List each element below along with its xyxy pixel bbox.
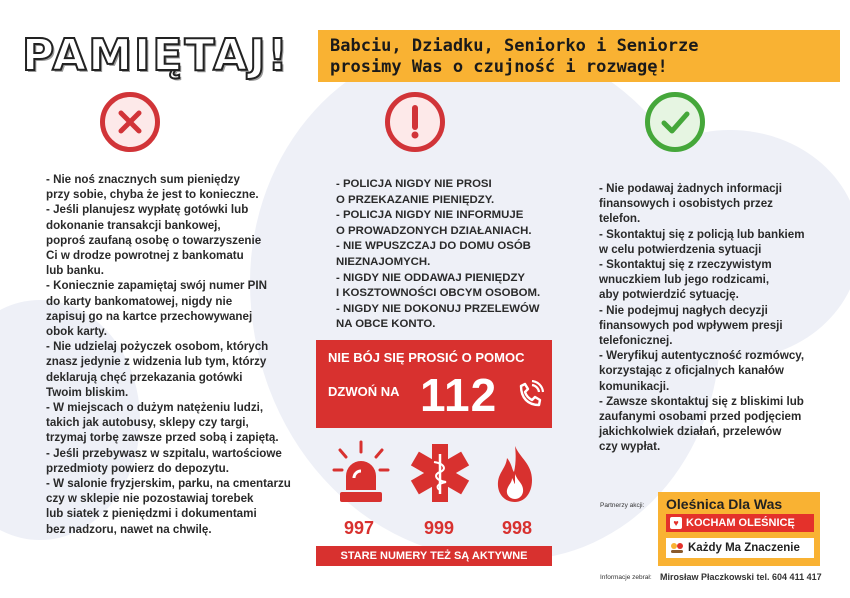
old-numbers-note: STARE NUMERY TEŻ SĄ AKTYWNE (316, 546, 552, 566)
emergency-number: 112 (420, 369, 498, 421)
list-item: - Jeśli planujesz wypłatę gotówki lub dokonanie transakcji bankowej, poproś zaufaną osobę o towarzyszenie Ci w drodze powrotnej z bankomatu lub banku. (46, 203, 262, 278)
callout-ask: NIE BÓJ SIĘ PROSIĆ O POMOC (328, 350, 525, 365)
list-item: - Nie podawaj żadnych informacji finansowych i osobistych przez telefon. (599, 182, 782, 226)
red-x-icon (100, 92, 160, 152)
police-siren-icon (332, 440, 390, 506)
banner-line-2: prosimy Was o czujność i rozwagę! (330, 57, 668, 77)
partner-kazdy-ma-znaczenie (666, 538, 814, 558)
list-item: - NIGDY NIE ODDAWAJ PIENIĘDZY I KOSZTOWNOŚCI OBCYM OSOBOM. (336, 271, 541, 300)
list-item: - Nie udzielaj pożyczek osobom, których znasz jedynie z widzenia lub tym, którzy deklarują chęć przekazania gotówki Twoim bliskim. (46, 340, 269, 399)
police-warnings-list (336, 177, 576, 333)
ambulance-number: 999 (424, 518, 455, 538)
emergency-numbers (320, 518, 550, 540)
list-item: - POLICJA NIGDY NIE INFORMUJE O PROWADZONYCH DZIAŁANIACH. (336, 209, 532, 237)
fire-icon (492, 444, 538, 504)
heart-icon: ♥ (670, 517, 682, 529)
hands-icon (670, 542, 684, 554)
list-item: - Nie podejmuj nagłych decyzji finansowych pod wpływem presji telefonicznej. (599, 303, 783, 348)
headline: PAMIĘTAJ! (22, 30, 290, 81)
list-item: - POLICJA NIGDY NIE PROSI O PRZEKAZANIE PIENIĘDZY. (336, 178, 495, 206)
list-item: - Skontaktuj się z policją lub bankiem w celu potwierdzenia sytuacji (599, 227, 805, 256)
list-item: - Nie noś znacznych sum pieniędzy przy sobie, chyba że jest to konieczne. (46, 173, 259, 202)
list-item: - NIGDY NIE DOKONUJ PRZELEWÓW NA OBCE KONTO. (336, 302, 540, 331)
list-item: - W salonie fryzjerskim, parku, na cmentarzu czy w sklepie nie pozostawiaj torebek lub siatek z pieniędzmi i dokumentami bez nadzoru, nawet na chwilę. (46, 477, 291, 536)
partner-kocham-olesnice (666, 514, 814, 532)
partner-olesnica-dla-was: Oleśnica Dla Was (666, 496, 783, 512)
info-label: Informacje zebrał: (600, 574, 652, 581)
list-item: - NIE WPUSZCZAJ DO DOMU OSÓB NIEZNAJOMYCH. (336, 240, 531, 268)
partner-kocham-label: KOCHAM OLEŚNICĘ (686, 517, 795, 529)
medical-star-icon (410, 442, 470, 504)
contact-info: Mirosław Płaczkowski tel. 604 411 417 (660, 572, 822, 582)
list-item: - Koniecznie zapamiętaj swój numer PIN do karty bankomatowej, nigdy nie zapisuj go na kartce przechowywanej obok karty. (46, 279, 267, 339)
phone-icon (516, 380, 544, 410)
partner-kazdy-label: Każdy Ma Znaczenie (688, 542, 800, 554)
dont-list (46, 172, 316, 537)
list-item: - W miejscach o dużym natężeniu ludzi, takich jak autobusy, sklepy czy targi, trzymaj torbę zawsze przed sobą i zapiętą. (46, 401, 279, 445)
list-item: - Skontaktuj się z rzeczywistym wnuczkiem lub jego rodzicami, aby potwierdzić sytuację. (599, 258, 772, 302)
list-item: - Jeśli przebywasz w szpitalu, wartościowe przedmioty powierz do depozytu. (46, 446, 282, 475)
banner-line-1: Babciu, Dziadku, Seniorko i Seniorze (330, 36, 699, 56)
list-item: - Zawsze skontaktuj się z bliskimi lub zaufanymi osobami przed podjęciem jakichkolwiek działań, przelewów czy wypłat. (599, 394, 804, 454)
exclamation-icon (385, 92, 445, 152)
emergency-callout (316, 340, 552, 428)
partners-logos (658, 492, 820, 566)
partners-label: Partnerzy akcji: (600, 502, 645, 509)
do-list (599, 181, 834, 455)
fire-number: 998 (502, 518, 533, 538)
appeal-banner (318, 30, 840, 82)
green-check-icon (645, 92, 705, 152)
police-number: 997 (344, 518, 375, 538)
list-item: - Weryfikuj autentyczność rozmówcy, korzystając z oficjalnych kanałów komunikacji. (599, 349, 805, 393)
emergency-icons (320, 438, 550, 510)
callout-call: DZWOŃ NA (328, 384, 400, 399)
